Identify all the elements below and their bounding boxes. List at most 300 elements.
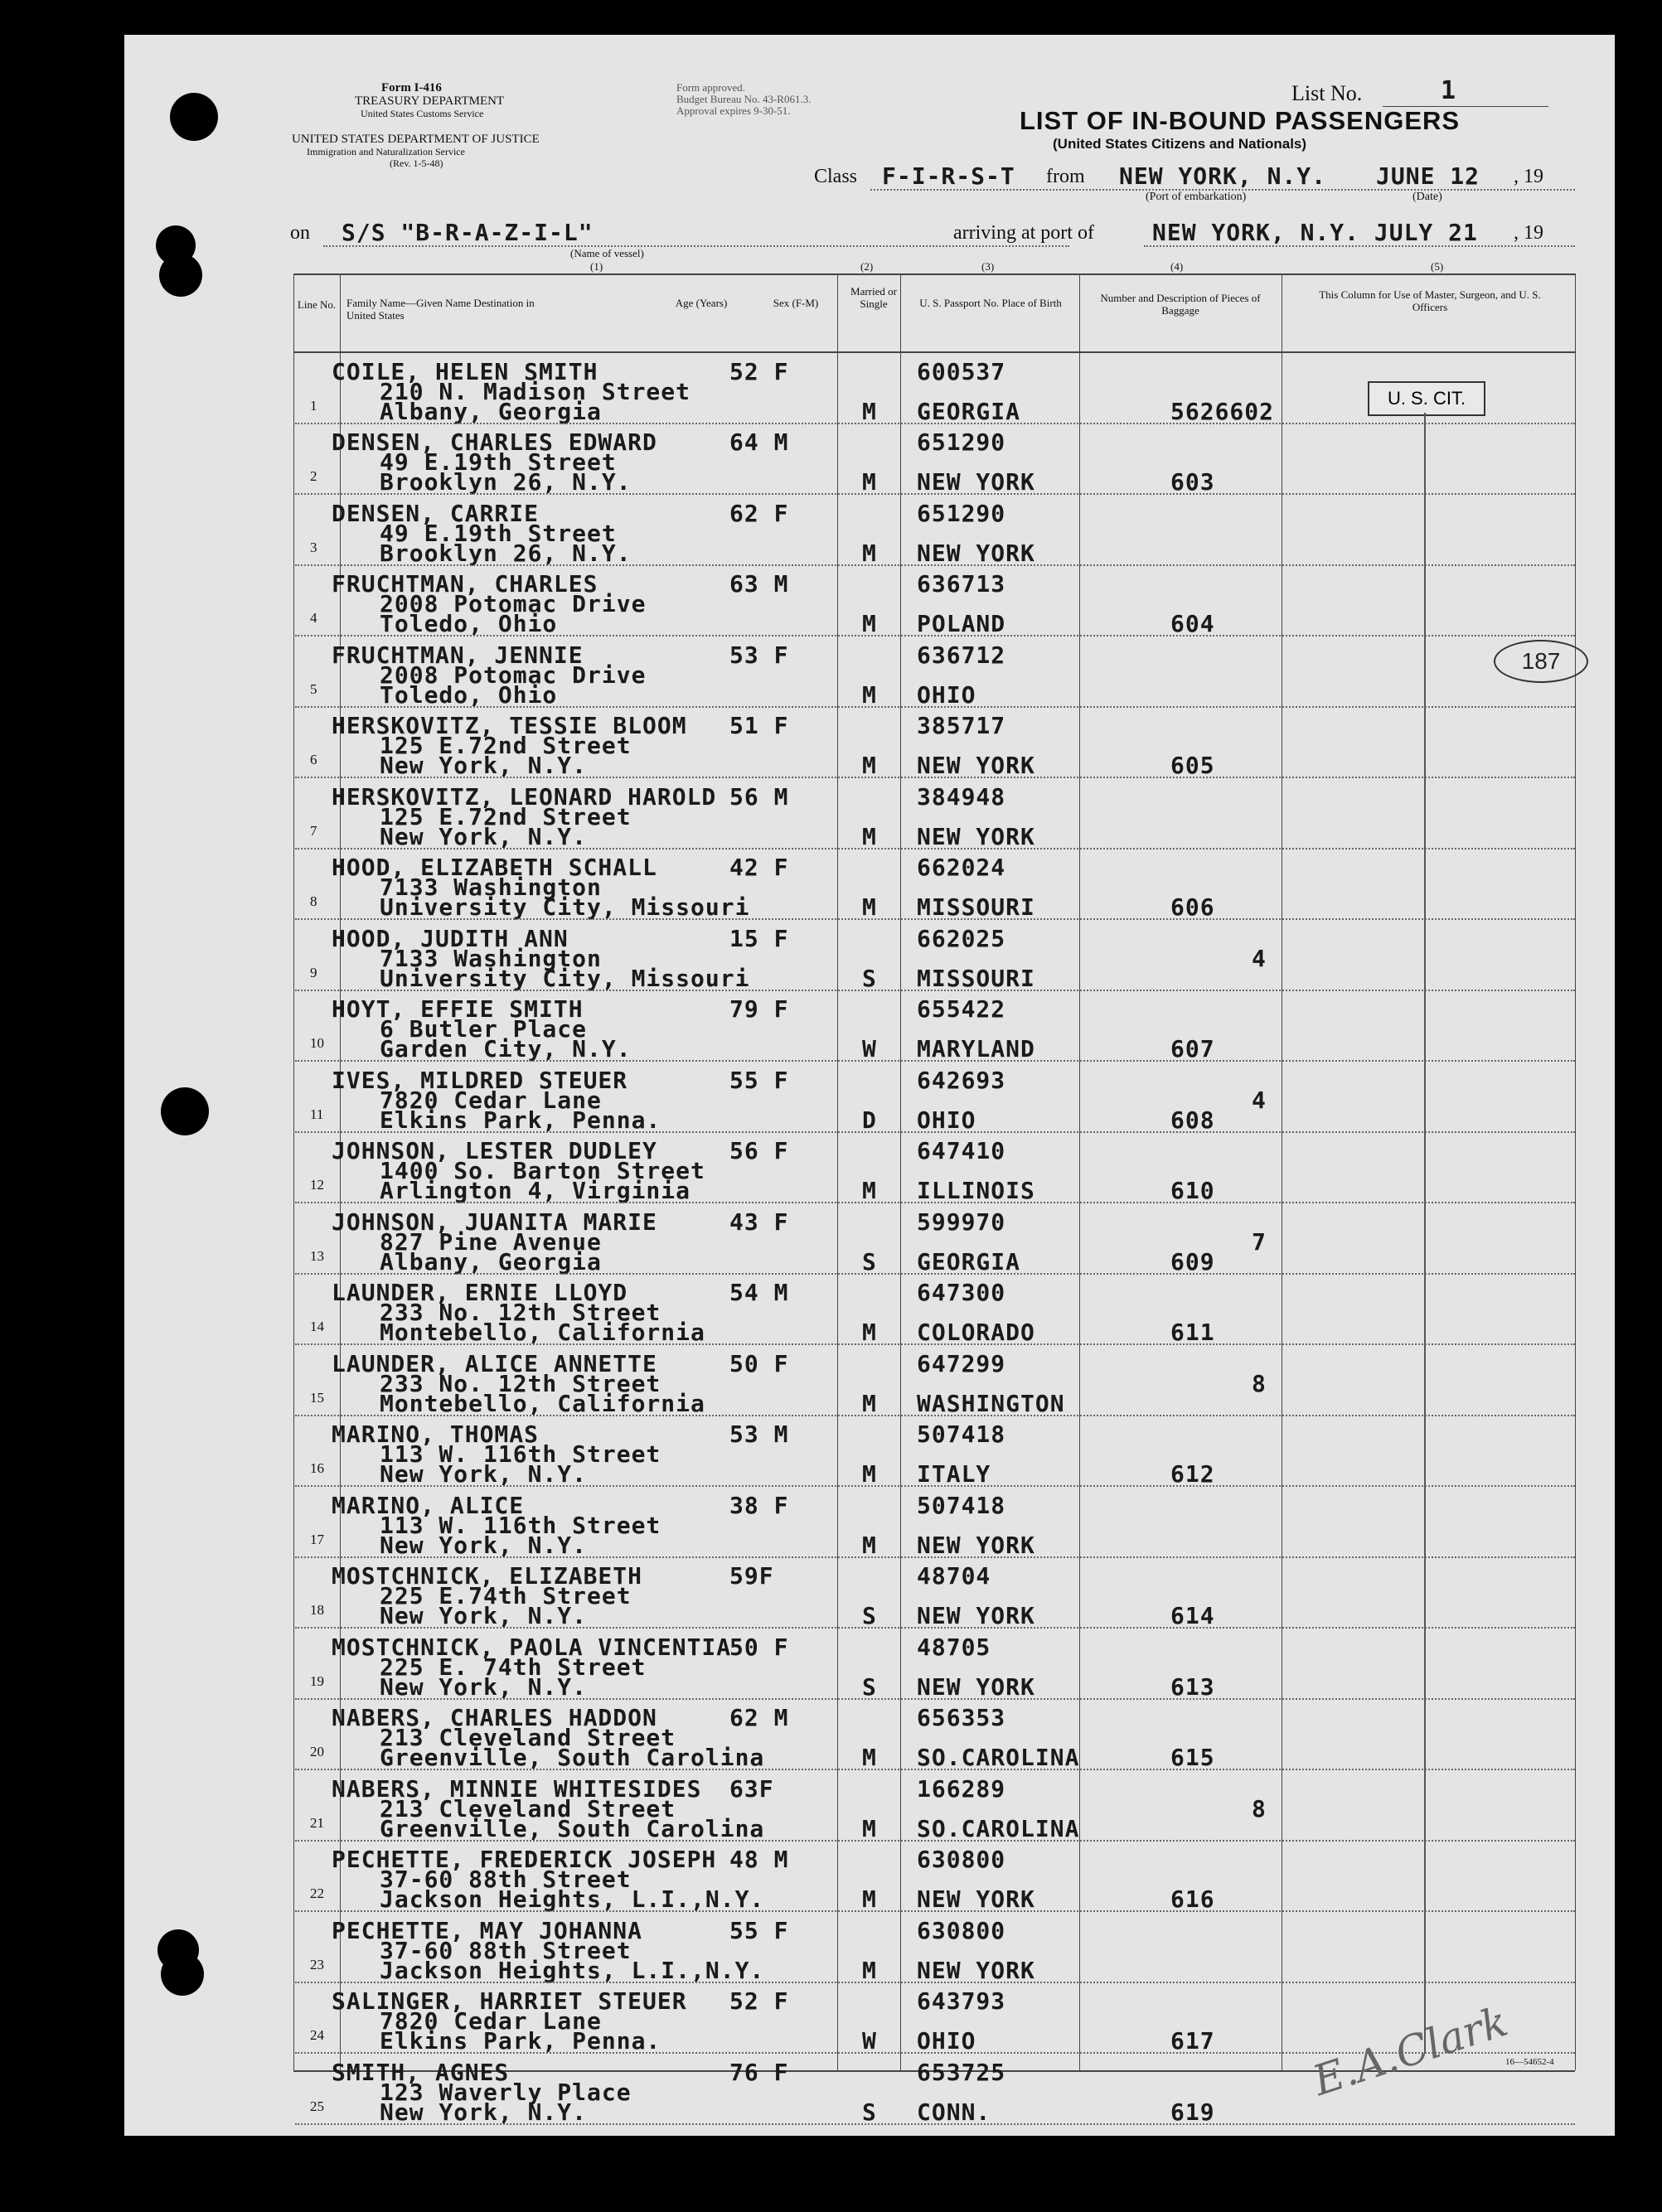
- circled-number: 187: [1494, 640, 1588, 683]
- street-address: 2008 Potomac Drive: [380, 661, 647, 689]
- table-top-rule: [293, 273, 1575, 275]
- place-of-birth: NEW YORK: [917, 1885, 1035, 1913]
- passport-number: 385717: [917, 712, 1006, 739]
- row-rule: [295, 2052, 1575, 2054]
- from-label: from: [1046, 166, 1085, 187]
- passport-number: 651290: [917, 428, 1006, 456]
- street-address: 2008 Potomac Drive: [380, 590, 647, 617]
- row-rule: [295, 918, 1575, 920]
- passenger-name: IVES, MILDRED STEUER: [332, 1066, 628, 1094]
- passport-number: 48704: [917, 1562, 991, 1590]
- line-number: 1: [310, 397, 317, 414]
- city-state: Montebello, California: [380, 1389, 705, 1417]
- marital-status: S: [862, 2098, 877, 2126]
- budget-line-3: Approval expires 9-30-51.: [676, 104, 791, 117]
- marital-status: M: [862, 1177, 877, 1204]
- marital-status: M: [862, 1531, 877, 1559]
- baggage-number: 606: [1170, 893, 1215, 921]
- col-divider-name: [837, 273, 838, 2070]
- baggage-number: 612: [1170, 1460, 1215, 1488]
- place-of-birth: SO.CAROLINA: [917, 1814, 1080, 1842]
- place-of-birth: NEW YORK: [917, 1531, 1035, 1559]
- departure-date: JUNE 12: [1376, 162, 1480, 190]
- row-rule: [295, 1485, 1575, 1487]
- city-state: Garden City, N.Y.: [380, 1035, 632, 1062]
- baggage-number: 616: [1170, 1885, 1215, 1913]
- list-label: List No.: [1291, 81, 1363, 105]
- street-address: 210 N. Madison Street: [380, 377, 691, 405]
- header-sex: Sex (F-M): [773, 297, 819, 309]
- city-state: Albany, Georgia: [380, 397, 602, 425]
- line-number: 22: [310, 1885, 324, 1901]
- passport-number: 599970: [917, 1208, 1006, 1236]
- line-number: 3: [310, 539, 317, 555]
- revision: (Rev. 1-5-48): [390, 157, 443, 169]
- age-sex: 56 M: [729, 782, 789, 811]
- on-label: on: [290, 222, 310, 244]
- street-address: 7133 Washington: [380, 944, 602, 972]
- place-of-birth: NEW YORK: [917, 468, 1035, 496]
- line-number: 15: [310, 1389, 324, 1406]
- place-of-birth: NEW YORK: [917, 539, 1035, 567]
- passenger-name: HOOD, JUDITH ANN: [332, 924, 569, 952]
- line-number: 2: [310, 468, 317, 484]
- passenger-name: MOSTCHNICK, PAOLA VINCENTIA: [332, 1633, 732, 1661]
- passport-number: 662025: [917, 924, 1006, 952]
- place-of-birth: OHIO: [917, 2027, 976, 2055]
- baggage-number: 604: [1170, 610, 1215, 637]
- place-of-birth: NEW YORK: [917, 752, 1035, 779]
- marital-status: S: [862, 1602, 877, 1629]
- city-state: New York, N.Y.: [380, 1460, 588, 1488]
- passenger-name: FRUCHTMAN, CHARLES: [332, 570, 598, 598]
- line-number: 18: [310, 1602, 324, 1618]
- row-rule: [295, 564, 1575, 566]
- baggage-number: 607: [1170, 1035, 1215, 1062]
- passenger-name: NABERS, CHARLES HADDON: [332, 1704, 657, 1731]
- row-rule: [295, 1556, 1575, 1558]
- col-num-3: (3): [981, 260, 995, 273]
- passenger-name: JOHNSON, JUANITA MARIE: [332, 1208, 657, 1236]
- passenger-name: HERSKOVITZ, LEONARD HAROLD: [332, 782, 717, 811]
- place-of-birth: MARYLAND: [917, 1035, 1035, 1062]
- place-of-birth: CONN.: [917, 2098, 991, 2126]
- city-state: New York, N.Y.: [380, 822, 588, 850]
- col-divider-passport: [1079, 273, 1080, 2070]
- baggage-number: 610: [1170, 1177, 1215, 1204]
- row-rule: [295, 1343, 1575, 1345]
- street-address: 225 E. 74th Street: [380, 1653, 647, 1681]
- arrival-rule: [1144, 245, 1575, 247]
- line-number: 25: [310, 2098, 324, 2114]
- row-rule: [295, 2123, 1575, 2125]
- passenger-name: NABERS, MINNIE WHITESIDES: [332, 1774, 702, 1803]
- passport-number: 166289: [917, 1774, 1006, 1803]
- passport-number: 653725: [917, 2058, 1006, 2086]
- passport-number: 507418: [917, 1491, 1006, 1519]
- row-rule: [295, 848, 1575, 849]
- line-number: 8: [310, 893, 317, 909]
- punch-hole-6: [161, 1953, 204, 1996]
- passenger-name: LAUNDER, ERNIE LLOYD: [332, 1279, 628, 1306]
- line-number: 12: [310, 1177, 324, 1193]
- passenger-name: MARINO, ALICE: [332, 1491, 525, 1519]
- marital-status: M: [862, 1956, 877, 1984]
- marital-status: S: [862, 1672, 877, 1701]
- age-sex: 42 F: [729, 854, 789, 881]
- marital-status: M: [862, 893, 877, 921]
- street-address: 125 E.72nd Street: [380, 802, 632, 830]
- form-title: LIST OF IN-BOUND PASSENGERS: [1020, 106, 1461, 135]
- street-address: 233 No. 12th Street: [380, 1369, 661, 1397]
- form-subtitle: (United States Citizens and Nationals): [1053, 136, 1307, 152]
- marital-status: M: [862, 468, 877, 496]
- street-address: 37-60 88th Street: [380, 1866, 632, 1893]
- table-left-rule: [293, 273, 294, 2070]
- age-sex: 48 M: [729, 1846, 789, 1873]
- row-rule: [295, 493, 1575, 495]
- line-number: 14: [310, 1319, 324, 1334]
- arrival-port-date: NEW YORK, N.Y. JULY 21: [1152, 219, 1478, 246]
- passport-number: 642693: [917, 1066, 1006, 1094]
- header-married: Married or Single: [850, 285, 897, 310]
- line-number: 16: [310, 1460, 324, 1476]
- row-rule: [295, 1698, 1575, 1700]
- passport-number: 48705: [917, 1633, 991, 1661]
- ins: Immigration and Naturalization Service: [307, 146, 465, 157]
- marital-status: W: [862, 2027, 877, 2055]
- year-2: , 19: [1514, 222, 1543, 244]
- vessel-caption: (Name of vessel): [570, 247, 644, 259]
- passenger-name: MOSTCHNICK, ELIZABETH: [332, 1562, 643, 1590]
- passenger-name: SMITH, AGNES: [332, 2058, 510, 2086]
- row-rule: [295, 1627, 1575, 1629]
- age-sex: 79 F: [729, 995, 789, 1023]
- street-address: 49 E.19th Street: [380, 448, 617, 476]
- age-sex: 63 M: [729, 570, 789, 598]
- line-number: 4: [310, 610, 317, 626]
- passport-number: 647300: [917, 1279, 1006, 1306]
- row-rule: [295, 1273, 1575, 1275]
- list-number: 1: [1441, 76, 1457, 105]
- passenger-name: HOOD, ELIZABETH SCHALL: [332, 854, 657, 881]
- row-rule: [295, 1840, 1575, 1842]
- class-value: F-I-R-S-T: [882, 162, 1015, 190]
- age-sex: 62 M: [729, 1704, 789, 1731]
- table-right-rule: [1575, 273, 1576, 2070]
- us-citizen-stamp: U. S. CIT.: [1368, 381, 1485, 416]
- row-rule: [295, 990, 1575, 991]
- line-number: 20: [310, 1744, 324, 1759]
- city-state: New York, N.Y.: [380, 1672, 588, 1701]
- passport-number: 651290: [917, 499, 1006, 527]
- passenger-name: JOHNSON, LESTER DUDLEY: [332, 1137, 657, 1164]
- row-rule: [295, 1415, 1575, 1416]
- place-of-birth: ITALY: [917, 1460, 991, 1488]
- row-rule: [295, 423, 1575, 424]
- justice-dept: UNITED STATES DEPARTMENT OF JUSTICE: [292, 133, 540, 146]
- row-rule: [295, 777, 1575, 778]
- line-number: 23: [310, 1956, 324, 1972]
- line-number: 5: [310, 680, 317, 697]
- street-address: 113 W. 116th Street: [380, 1440, 661, 1468]
- city-state: University City, Missouri: [380, 893, 750, 921]
- age-sex: 63F: [729, 1774, 774, 1803]
- marital-status: M: [862, 1814, 877, 1842]
- col-num-4: (4): [1170, 260, 1184, 273]
- passport-number: 636713: [917, 570, 1006, 598]
- passport-number: 600537: [917, 357, 1006, 385]
- header-line-no: Line No.: [297, 298, 337, 311]
- punch-hole-1: [170, 93, 218, 141]
- table-header-rule: [293, 351, 1575, 353]
- row-rule: [295, 1131, 1575, 1133]
- baggage-pieces: 4: [1252, 1086, 1267, 1114]
- passenger-name: DENSEN, CARRIE: [332, 499, 540, 527]
- passenger-name: SALINGER, HARRIET STEUER: [332, 1987, 687, 2015]
- marital-status: M: [862, 610, 877, 637]
- embarkation-port: NEW YORK, N.Y.: [1119, 162, 1327, 190]
- place-of-birth: MISSOURI: [917, 893, 1035, 921]
- line-number: 19: [310, 1672, 324, 1689]
- baggage-number: 613: [1170, 1672, 1215, 1701]
- place-of-birth: NEW YORK: [917, 1602, 1035, 1629]
- city-state: Brooklyn 26, N.Y.: [380, 468, 632, 496]
- age-sex: 53 M: [729, 1421, 789, 1448]
- line-number: 13: [310, 1247, 324, 1264]
- year-1: , 19: [1514, 166, 1543, 187]
- passenger-name: FRUCHTMAN, JENNIE: [332, 641, 584, 669]
- passport-number: 630800: [917, 1916, 1006, 1944]
- customs-service: United States Customs Service: [361, 108, 484, 119]
- marital-status: W: [862, 1035, 877, 1062]
- street-address: 7820 Cedar Lane: [380, 1086, 602, 1114]
- baggage-number: 617: [1170, 2027, 1215, 2055]
- marital-status: S: [862, 1247, 877, 1275]
- punch-hole-4: [161, 1087, 209, 1135]
- age-sex: 52 F: [729, 1987, 789, 2015]
- marital-status: M: [862, 1319, 877, 1346]
- city-state: Brooklyn 26, N.Y.: [380, 539, 632, 567]
- street-address: 6 Butler Place: [380, 1015, 588, 1043]
- city-state: Toledo, Ohio: [380, 610, 558, 637]
- marital-status: M: [862, 680, 877, 709]
- stamp-ditto-line: [1424, 413, 1426, 2054]
- marital-status: M: [862, 397, 877, 425]
- marital-status: M: [862, 1460, 877, 1488]
- passport-number: 662024: [917, 854, 1006, 881]
- baggage-number: 608: [1170, 1106, 1215, 1134]
- age-sex: 53 F: [729, 641, 789, 669]
- city-state: Greenville, South Carolina: [380, 1744, 765, 1771]
- passport-number: 647410: [917, 1137, 1006, 1164]
- street-address: 37-60 88th Street: [380, 1936, 632, 1964]
- street-address: 213 Cleveland Street: [380, 1724, 676, 1751]
- place-of-birth: ILLINOIS: [917, 1177, 1035, 1204]
- row-rule: [295, 1769, 1575, 1770]
- baggage-pieces: 7: [1252, 1227, 1267, 1256]
- row-rule: [295, 1060, 1575, 1062]
- age-sex: 38 F: [729, 1491, 789, 1519]
- header-passport: U. S. Passport No. Place of Birth: [919, 297, 1062, 309]
- arriving-label: arriving at port of: [953, 222, 1094, 244]
- row-rule: [295, 1202, 1575, 1203]
- baggage-number: 603: [1170, 468, 1215, 496]
- place-of-birth: MISSOURI: [917, 964, 1035, 992]
- row-rule: [295, 706, 1575, 708]
- age-sex: 54 M: [729, 1279, 789, 1306]
- header-officers: This Column for Use of Master, Surgeon, and U. S. Officers: [1319, 288, 1541, 313]
- street-address: 225 E.74th Street: [380, 1582, 632, 1609]
- city-state: Jackson Heights, L.I.,N.Y.: [380, 1956, 765, 1984]
- baggage-number: 605: [1170, 752, 1215, 779]
- passport-number: 643793: [917, 1987, 1006, 2015]
- place-of-birth: WASHINGTON: [917, 1389, 1065, 1417]
- punch-hole-3: [159, 254, 202, 297]
- manifest-page: [124, 35, 1615, 2136]
- line-number: 6: [310, 752, 317, 767]
- passport-number: 507418: [917, 1421, 1006, 1448]
- city-state: Greenville, South Carolina: [380, 1814, 765, 1842]
- budget-line-1: Form approved.: [676, 81, 746, 94]
- line-number: 9: [310, 964, 317, 980]
- col-num-1: (1): [590, 260, 603, 273]
- passport-number: 630800: [917, 1846, 1006, 1873]
- street-address: 7133 Washington: [380, 874, 602, 901]
- line-number: 7: [310, 822, 317, 839]
- place-of-birth: NEW YORK: [917, 822, 1035, 850]
- age-sex: 51 F: [729, 712, 789, 739]
- city-state: University City, Missouri: [380, 964, 750, 992]
- officer-signature: E.A.Clark: [1306, 1997, 1514, 2106]
- marital-status: M: [862, 752, 877, 779]
- passenger-name: PECHETTE, FREDERICK JOSEPH: [332, 1846, 717, 1873]
- age-sex: 64 M: [729, 428, 789, 456]
- age-sex: 59F: [729, 1562, 774, 1590]
- row-rule: [295, 1910, 1575, 1912]
- marital-status: M: [862, 539, 877, 567]
- col-num-2: (2): [860, 260, 874, 273]
- passenger-name: LAUNDER, ALICE ANNETTE: [332, 1349, 657, 1377]
- city-state: Albany, Georgia: [380, 1247, 602, 1275]
- line-number: 24: [310, 2027, 324, 2043]
- street-address: 7820 Cedar Lane: [380, 2007, 602, 2035]
- line-number: 10: [310, 1035, 324, 1051]
- place-of-birth: GEORGIA: [917, 1247, 1021, 1275]
- age-sex: 50 F: [729, 1633, 789, 1661]
- marital-status: M: [862, 1744, 877, 1771]
- budget-line-2: Budget Bureau No. 43-R061.3.: [676, 93, 812, 105]
- place-of-birth: SO.CAROLINA: [917, 1744, 1080, 1771]
- passenger-name: COILE, HELEN SMITH: [332, 357, 598, 385]
- baggage-pieces: 4: [1252, 944, 1267, 972]
- line-number: 11: [310, 1106, 324, 1122]
- marital-status: M: [862, 822, 877, 850]
- passport-number: 655422: [917, 995, 1006, 1023]
- city-state: New York, N.Y.: [380, 2098, 588, 2126]
- age-sex: 43 F: [729, 1208, 789, 1236]
- line-number: 17: [310, 1531, 324, 1547]
- place-of-birth: OHIO: [917, 1106, 976, 1134]
- place-of-birth: COLORADO: [917, 1319, 1035, 1346]
- col-divider-married: [900, 273, 901, 2070]
- city-state: Montebello, California: [380, 1319, 705, 1346]
- street-address: 123 Waverly Place: [380, 2078, 632, 2106]
- row-rule: [295, 1982, 1575, 1983]
- baggage-pieces: 8: [1252, 1369, 1267, 1397]
- age-sex: 76 F: [729, 2058, 789, 2086]
- header-age: Age (Years): [675, 297, 728, 309]
- passenger-name: MARINO, THOMAS: [332, 1421, 540, 1448]
- street-address: 113 W. 116th Street: [380, 1511, 661, 1539]
- baggage-number: 614: [1170, 1602, 1215, 1629]
- passport-number: 384948: [917, 782, 1006, 811]
- marital-status: S: [862, 964, 877, 992]
- city-state: New York, N.Y.: [380, 1602, 588, 1629]
- passenger-name: HERSKOVITZ, TESSIE BLOOM: [332, 712, 687, 739]
- street-address: 213 Cleveland Street: [380, 1794, 676, 1822]
- street-address: 233 No. 12th Street: [380, 1299, 661, 1326]
- passport-number: 656353: [917, 1704, 1006, 1731]
- passport-number: 636712: [917, 641, 1006, 669]
- city-state: New York, N.Y.: [380, 1531, 588, 1559]
- baggage-number: 619: [1170, 2098, 1215, 2126]
- baggage-pieces: 8: [1252, 1794, 1267, 1822]
- date-caption: (Date): [1412, 191, 1442, 203]
- passenger-name: HOYT, EFFIE SMITH: [332, 995, 584, 1023]
- age-sex: 62 F: [729, 499, 789, 527]
- street-address: 827 Pine Avenue: [380, 1227, 602, 1256]
- street-address: 1400 So. Barton Street: [380, 1157, 705, 1184]
- city-state: Toledo, Ohio: [380, 680, 558, 709]
- footer-code: 16—54652-4: [1505, 2057, 1554, 2067]
- baggage-number: 611: [1170, 1319, 1215, 1346]
- class-label: Class: [814, 166, 858, 187]
- age-sex: 55 F: [729, 1916, 789, 1944]
- vessel-name: S/S "B-R-A-Z-I-L": [342, 219, 594, 246]
- city-state: Arlington 4, Virginia: [380, 1177, 691, 1204]
- baggage-number: 609: [1170, 1247, 1215, 1275]
- city-state: New York, N.Y.: [380, 752, 588, 779]
- age-sex: 55 F: [729, 1066, 789, 1094]
- col-num-5: (5): [1431, 260, 1444, 273]
- age-sex: 52 F: [729, 357, 789, 385]
- header-baggage: Number and Description of Pieces of Baggage: [1100, 292, 1261, 317]
- place-of-birth: GEORGIA: [917, 397, 1021, 425]
- city-state: Elkins Park, Penna.: [380, 2027, 661, 2055]
- marital-status: D: [862, 1106, 877, 1134]
- marital-status: M: [862, 1885, 877, 1913]
- street-address: 49 E.19th Street: [380, 519, 617, 547]
- place-of-birth: POLAND: [917, 610, 1006, 637]
- vessel-rule: [323, 245, 1069, 247]
- age-sex: 15 F: [729, 924, 789, 952]
- passport-number: 647299: [917, 1349, 1006, 1377]
- header-name: Family Name—Given Name Destination in United States: [346, 297, 535, 322]
- passenger-name: DENSEN, CHARLES EDWARD: [332, 428, 657, 456]
- marital-status: M: [862, 1389, 877, 1417]
- city-state: Elkins Park, Penna.: [380, 1106, 661, 1134]
- age-sex: 50 F: [729, 1349, 789, 1377]
- place-of-birth: NEW YORK: [917, 1672, 1035, 1701]
- line-number: 21: [310, 1814, 324, 1831]
- passenger-name: PECHETTE, MAY JOHANNA: [332, 1916, 643, 1944]
- age-sex: 56 F: [729, 1137, 789, 1164]
- baggage-number: 5626602: [1170, 397, 1275, 425]
- form-number: Form I-416: [381, 81, 442, 94]
- street-address: 125 E.72nd Street: [380, 732, 632, 759]
- place-of-birth: NEW YORK: [917, 1956, 1035, 1984]
